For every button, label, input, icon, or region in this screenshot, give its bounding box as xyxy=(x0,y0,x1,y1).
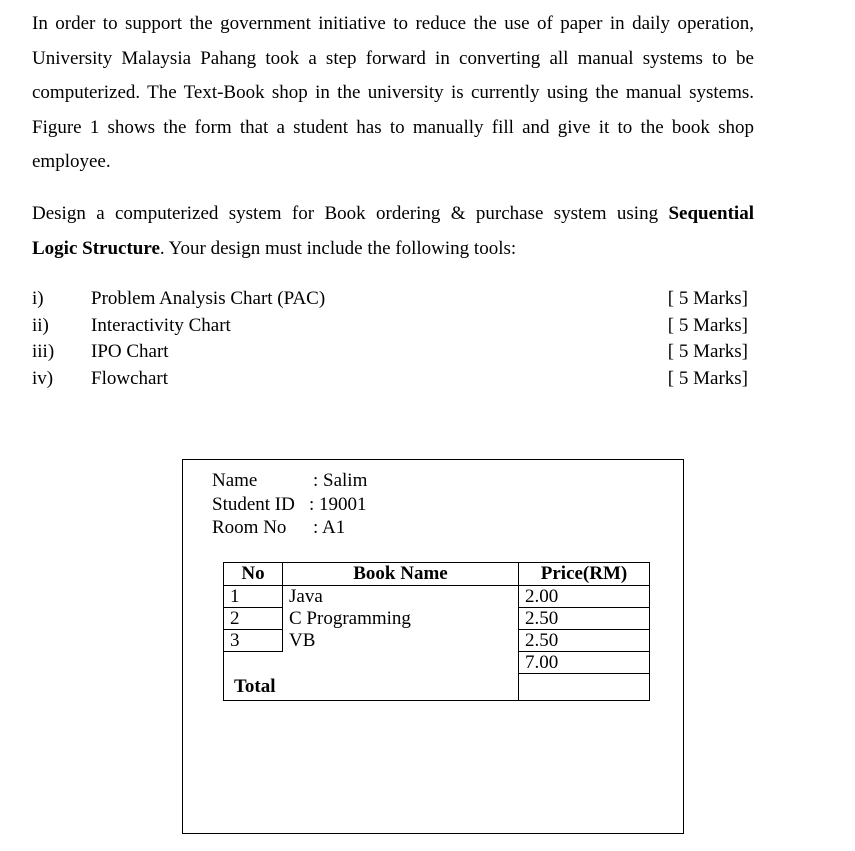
instruction-bold-2: Logic Structure xyxy=(32,237,160,259)
task-list xyxy=(32,286,748,392)
task-label: IPO Chart xyxy=(91,341,169,362)
intro-line-3: computerized. The Text-Book shop in the university is currently using the manual systems. xyxy=(32,82,754,103)
name-label: Name xyxy=(212,470,258,491)
row-book-name: C Programming xyxy=(283,608,519,630)
task-marks: [ 5 Marks] xyxy=(667,367,748,389)
row-price: 2.00 xyxy=(519,586,650,608)
task-number: iv) xyxy=(32,367,54,389)
table-row xyxy=(224,608,650,630)
instruction-text-1: Design a computerized system for Book ordering & purchase system using xyxy=(32,203,669,224)
intro-line-4: Figure 1 shows the form that a student has to manually fill and give it to the book shop xyxy=(32,116,754,138)
table-row xyxy=(224,630,650,652)
task-item xyxy=(32,286,748,313)
task-item xyxy=(32,313,748,340)
total-label: Total xyxy=(234,676,276,697)
intro-paragraph xyxy=(32,7,754,180)
total-value: 7.00 xyxy=(519,652,650,674)
task-number: iii) xyxy=(32,341,55,362)
row-no: 2 xyxy=(224,608,283,630)
instruction-text-2: . Your design must include the following tools: xyxy=(159,237,517,259)
task-label: Flowchart xyxy=(91,367,169,389)
table-header-row xyxy=(224,563,650,586)
total-spacer-cell xyxy=(519,674,650,701)
row-price: 2.50 xyxy=(519,630,650,652)
order-form-figure xyxy=(182,459,684,834)
total-value-row xyxy=(224,652,650,674)
task-marks: [ 5 Marks] xyxy=(667,341,748,362)
task-marks: [ 5 Marks] xyxy=(667,314,748,336)
task-number: ii) xyxy=(32,314,49,336)
task-label: Problem Analysis Chart (PAC) xyxy=(91,288,326,309)
task-label: Interactivity Chart xyxy=(91,314,231,336)
intro-line-1: In order to support the government initiative to reduce the use of paper in daily operation, xyxy=(32,13,754,34)
row-no: 1 xyxy=(224,586,283,608)
task-item xyxy=(32,366,748,393)
student-id-value: : 19001 xyxy=(309,493,367,515)
total-cell xyxy=(224,652,519,701)
book-table xyxy=(223,562,650,701)
row-no: 3 xyxy=(224,630,283,652)
column-header-book-name: Book Name xyxy=(283,563,519,586)
instruction-line-2 xyxy=(32,232,754,267)
task-number: i) xyxy=(32,288,44,309)
column-header-no: No xyxy=(224,563,283,586)
instruction-bold-1: Sequential xyxy=(668,203,754,224)
student-id-label: Student ID xyxy=(212,493,295,515)
row-book-name: Java xyxy=(283,586,519,608)
intro-line-2: University Malaysia Pahang took a step forward in converting all manual systems to be xyxy=(32,47,754,69)
row-price: 2.50 xyxy=(519,608,650,630)
name-value: : Salim xyxy=(313,470,368,491)
task-marks: [ 5 Marks] xyxy=(667,288,748,309)
task-item xyxy=(32,339,748,366)
intro-line-5: employee. xyxy=(32,151,111,172)
room-value: : A1 xyxy=(313,517,346,538)
room-label: Room No xyxy=(212,517,287,538)
column-header-price: Price(RM) xyxy=(519,563,650,586)
row-book-name: VB xyxy=(283,630,519,652)
instruction-paragraph xyxy=(32,197,754,266)
table-row xyxy=(224,586,650,608)
instruction-line-1 xyxy=(32,197,754,232)
